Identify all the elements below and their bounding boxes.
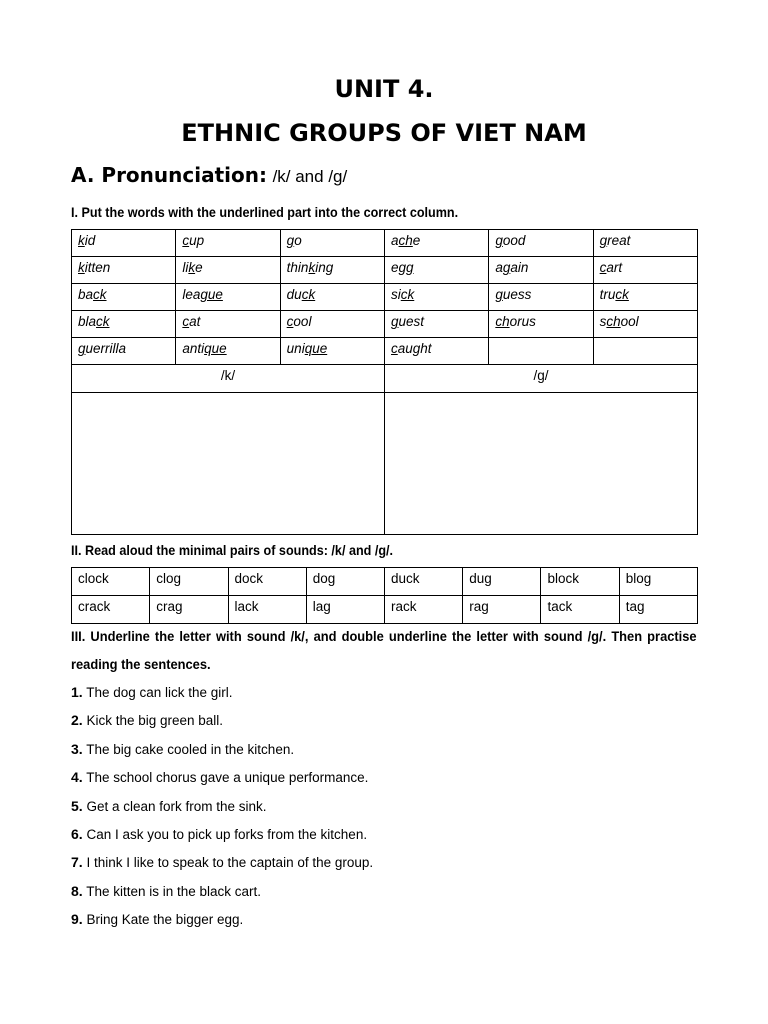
word-part: thin [286,260,309,275]
word-cell [176,284,280,311]
exercise-3-instruction: III. Underline the letter with sound /k/, and double underline the letter with sound /g/. Then practise reading the sentences. [71,628,697,672]
underlined-letters: ck [96,314,110,329]
underlined-letters: ck [93,287,107,302]
sentence-text: The school chorus gave a unique performance. [86,770,369,786]
underlined-letters: que [304,341,328,356]
underlined-letters: c [182,314,190,329]
word-cell [72,257,176,284]
sentence-text: Can I ask you to pick up forks from the kitchen. [86,826,368,842]
underlined-letters: ch [398,233,413,248]
underlined-letters: g [495,287,503,302]
word-part: bla [78,314,97,329]
word-cell [489,284,593,311]
word-part: itten [84,260,111,275]
underlined-letters: g [495,233,503,248]
pair-word-cell: dog [306,568,384,596]
section-a-sounds: /k/ and /g/ [272,167,348,186]
sentence-text: The big cake cooled in the kitchen. [86,741,295,757]
word-sort-table [71,229,698,535]
column-k-answer-area[interactable] [72,393,385,535]
underlined-letters: g [502,260,511,275]
sentence-list [71,678,373,934]
exercise-2-instruction: II. Read aloud the minimal pairs of sounds: /k/ and /g/. [71,542,394,558]
word-part: orus [509,314,536,329]
sentence-text: Kick the big green ball. [86,713,224,729]
word-part: up [189,233,205,248]
word-cell [72,230,176,257]
word-cell [489,311,593,338]
word-cell [385,257,489,284]
section-a-label: A. Pronunciation: [71,163,267,187]
underlined-letters: k [188,260,196,275]
empty-cell [489,338,593,365]
sentence-item [71,848,373,876]
pair-word-cell: block [541,568,619,596]
word-cell [385,311,489,338]
word-part: ool [293,314,312,329]
pair-word-cell: tag [619,596,697,624]
underlined-letters: k [78,233,85,248]
word-part: ain [510,260,529,275]
sentence-item [71,877,373,905]
underlined-letters: ck [400,287,415,302]
word-cell [593,284,697,311]
word-part: e [391,260,399,275]
word-cell [280,257,384,284]
word-part: lea [182,287,201,302]
pair-word-cell: lag [306,596,384,624]
word-cell [176,311,280,338]
unit-title: UNIT 4. [334,75,434,103]
sentence-text: Get a clean fork from the sink. [86,798,267,814]
word-part: uest [398,314,425,329]
underlined-letters: ch [495,314,510,329]
sentence-item [71,792,373,820]
word-cell [176,257,280,284]
word-part: uni [286,341,305,356]
word-part: art [606,260,623,275]
sentence-item [71,905,373,933]
underlined-letters: c [286,314,294,329]
word-cell [489,257,593,284]
underlined-letters: que [204,341,227,356]
pair-word-cell: clock [72,568,150,596]
sentence-item [71,678,373,706]
pair-row [72,596,698,624]
sentence-text: Bring Kate the bigger egg. [86,912,244,928]
word-cell [385,284,489,311]
word-part: at [189,314,201,329]
underlined-letters: c [182,233,190,248]
pair-word-cell: lack [228,596,306,624]
minimal-pairs-table [71,567,698,624]
word-part: ool [620,314,639,329]
sentence-text: The kitten is in the black cart. [86,883,262,899]
sentence-item [71,706,373,734]
pair-word-cell: rag [463,596,541,624]
sentence-item [71,820,373,848]
empty-cell [593,338,697,365]
word-part: uess [502,287,532,302]
pair-word-cell: crag [150,596,228,624]
pair-word-cell: crack [72,596,150,624]
sentence-item [71,735,373,763]
word-part: tru [599,287,616,302]
sentence-number: 1. [71,684,83,700]
underlined-letters: ch [606,314,621,329]
word-cell [280,230,384,257]
word-cell [593,230,697,257]
pair-word-cell: dock [228,568,306,596]
word-cell [72,284,176,311]
underlined-letters: g [599,233,608,248]
underlined-letters: gg [398,260,414,275]
sentence-number: 4. [71,769,83,786]
word-part: uerrilla [85,341,127,356]
word-cell [489,230,593,257]
word-cell [280,338,384,365]
sentence-number: 7. [71,854,83,871]
word-cell [280,284,384,311]
word-row [72,338,698,365]
word-cell [72,311,176,338]
underlined-letters: g [78,341,86,356]
sentence-text: The dog can lick the girl. [86,685,233,700]
word-part: e [195,260,203,275]
word-cell [176,230,280,257]
word-part: si [391,287,401,302]
word-cell [385,338,489,365]
word-part: aught [397,341,432,356]
word-part: li [182,260,189,275]
word-row [72,311,698,338]
word-part: ba [78,287,94,302]
word-part: du [286,287,302,302]
sentence-number: 2. [71,712,83,729]
underlined-letters: ck [301,287,316,302]
word-cell [72,338,176,365]
sentence-text: I think I like to speak to the captain of the group. [86,855,374,871]
column-k-header: /k/ [72,365,385,393]
exercise-1-instruction: I. Put the words with the underlined part into the correct column. [71,204,459,220]
sentence-item [71,763,373,791]
underlined-letters: g [391,314,399,329]
pair-word-cell: blog [619,568,697,596]
sentence-number: 5. [71,797,83,814]
underlined-letters: gue [200,287,223,302]
column-g-header: /g/ [385,365,698,393]
word-cell [176,338,280,365]
word-part: a [495,260,503,275]
pair-word-cell: duck [384,568,462,596]
underlined-letters: k [308,260,316,275]
underlined-letters: c [599,260,607,275]
sentence-number: 3. [71,740,83,757]
sentence-number: 8. [71,882,83,899]
word-part: id [84,233,96,248]
word-part: ing [315,260,334,275]
sentence-number: 9. [71,911,83,928]
word-row [72,230,698,257]
word-row [72,284,698,311]
pair-row [72,568,698,596]
word-cell [385,230,489,257]
word-cell [593,257,697,284]
word-part: anti [182,341,205,356]
underlined-letters: k [78,260,85,275]
sentence-number: 6. [71,825,83,842]
pair-word-cell: rack [384,596,462,624]
underlined-letters: c [391,341,398,356]
pair-word-cell: dug [463,568,541,596]
word-cell [280,311,384,338]
underlined-letters: g [286,233,295,248]
column-g-answer-area[interactable] [385,393,698,535]
pair-word-cell: tack [541,596,619,624]
word-cell [593,311,697,338]
section-a-heading [71,160,347,192]
word-row [72,257,698,284]
word-part: ood [502,233,526,248]
word-part: o [294,233,302,248]
pair-word-cell: clog [150,568,228,596]
underlined-letters: ck [615,287,629,302]
unit-subtitle: ETHNIC GROUPS OF VIET NAM [181,119,587,147]
word-part: a [391,233,399,248]
word-part: reat [607,233,631,248]
word-part: s [599,314,607,329]
word-part: e [412,233,421,248]
